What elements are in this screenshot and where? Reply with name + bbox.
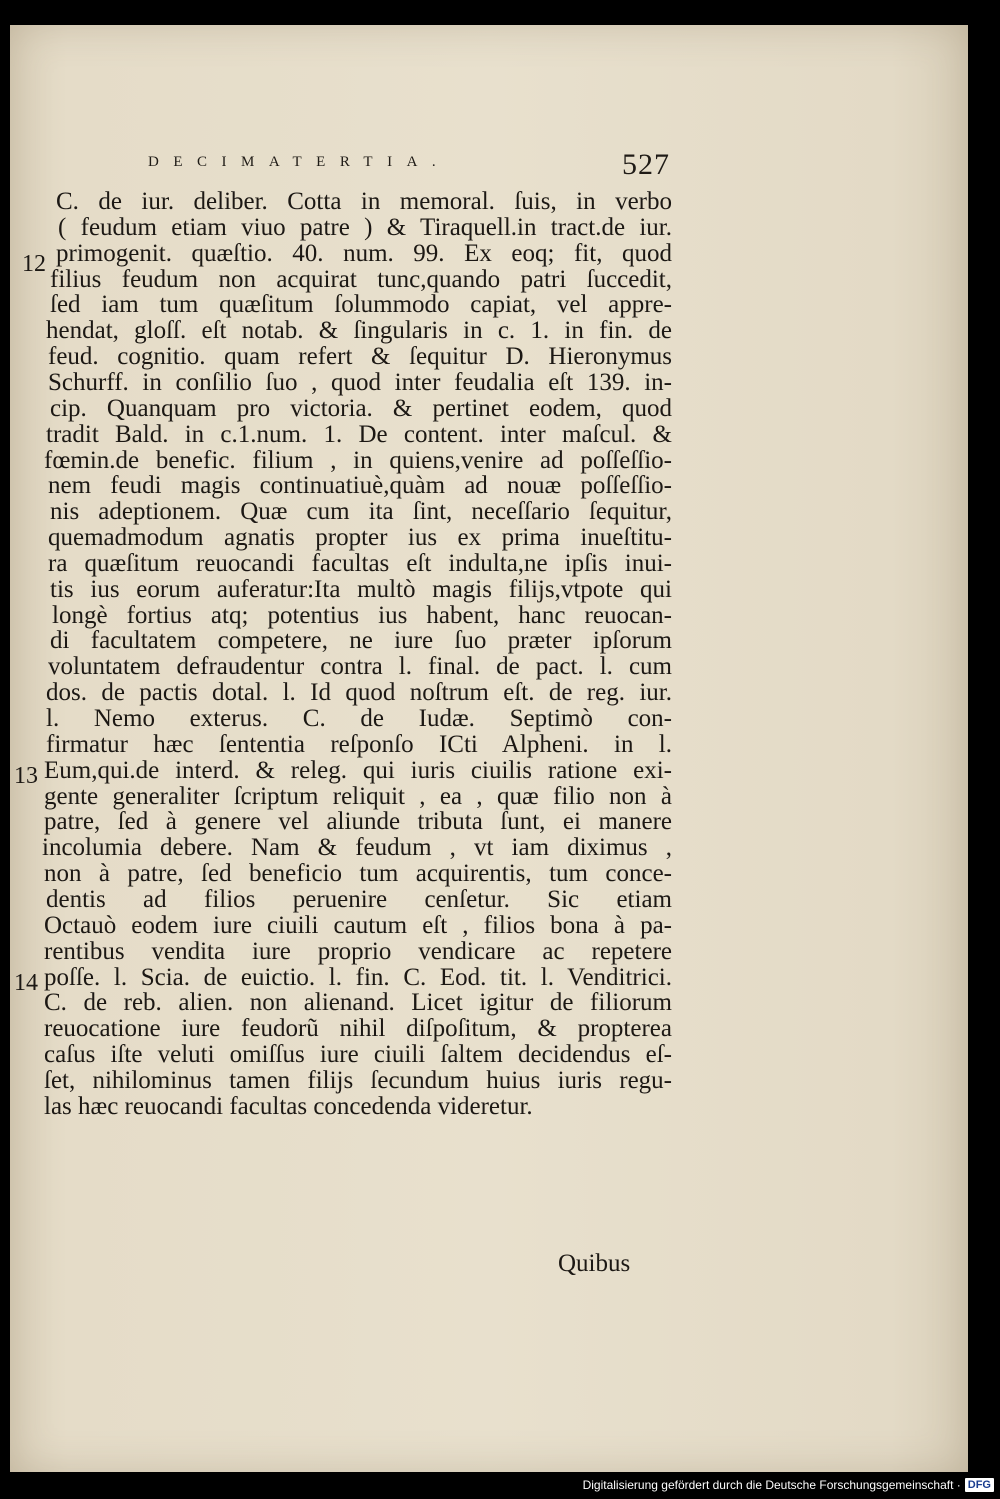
text-line: hendat, gloſſ. eſt notab. & ſingularis in c. 1. in fin. de [46,317,672,344]
text-line: firmatur hæc ſententia reſponſo ICti Alpheni. in l. [46,731,672,758]
text-line: Schurff. in conſilio ſuo , quod inter feudalia eſt 139. in- [48,369,672,396]
catchword: Quibus [558,1250,631,1277]
text-line: dentis ad filios peruenire cenſetur. Sic etiam [46,886,672,913]
text-line: gente generaliter ſcriptum reliquit , ea , quæ filio non à [44,783,672,810]
text-line: C. de reb. alien. non alienand. Licet igitur de filiorum [44,989,672,1016]
text-line: nis adeptionem. Quæ cum ita ſint, neceſſario ſequitur, [50,498,672,525]
text-line: C. de iur. deliber. Cotta in memoral. ſuis, in verbo [56,188,672,215]
text-line: patre, ſed à genere vel aliunde tributa ſunt, ei manere [44,808,672,835]
text-line: non à patre, ſed beneficio tum acquirentis, tum conce- [44,860,672,887]
text-line: l. Nemo exterus. C. de Iudæ. Septimò con- [46,705,672,732]
margin-note-12: 12 [22,251,46,277]
margin-note-14: 14 [14,970,38,996]
text-line: ſed iam tum quæſitum ſolummodo capiat, vel appre- [50,291,672,318]
text-line: quemadmodum agnatis propter ius ex prima inueſtitu- [48,524,672,551]
text-line: cip. Quanquam pro victoria. & pertinet eodem, quod [50,395,672,422]
running-head: DECIMATERTIA. [148,154,451,170]
text-line: feud. cognitio. quam refert & ſequitur D. Hieronymus [48,343,672,370]
text-line: ſet, nihilominus tamen filijs ſecundum huius iuris regu- [44,1067,672,1094]
text-line: rentibus vendita iure proprio vendicare ac repetere [44,938,672,965]
text-line: voluntatem defraudentur contra l. final. de pact. l. cum [48,653,672,680]
text-line: tradit Bald. in c.1.num. 1. De content. inter maſcul. & [46,421,672,448]
page-number: 527 [622,148,670,181]
margin-note-13: 13 [14,763,38,789]
text-line: tis ius eorum auferatur:Ita multò magis filijs,vtpote qui [50,576,672,603]
text-line: fœmin.de benefic. filium , in quiens,venire ad poſſeſſio- [44,447,672,474]
text-line: Eum,qui.de interd. & releg. qui iuris ciuilis ratione exi- [44,757,672,784]
text-line: di facultatem competere, ne iure ſuo præter ipſorum [50,627,672,654]
text-line: incolumia debere. Nam & feudum , vt iam diximus , [42,834,672,861]
text-line: primogenit. quæſtio. 40. num. 99. Ex eoq; fit, quod [56,240,672,267]
text-line: dos. de pactis dotal. l. Id quod noſtrum eſt. de reg. iur. [46,679,672,706]
text-line: ra quæſitum reuocandi facultas eſt indulta,ne ipſis inui- [48,550,672,577]
text-line: longè fortius atq; potentius ius habent, hanc reuocan- [52,602,672,629]
text-line: ( feudum etiam viuo patre ) & Tiraquell.in tract.de iur. [58,214,672,241]
text-line: Octauò eodem iure ciuili cautum eſt , filios bona à pa- [44,912,672,939]
dfg-logo: DFG [965,1478,994,1492]
text-line: filius feudum non acquirat tunc,quando patri ſuccedit, [50,266,672,293]
text-line: poſſe. l. Scia. de euictio. l. fin. C. Eod. tit. l. Venditrici. [44,964,672,991]
text-line: caſus iſte veluti omiſſus iure ciuili ſaltem decidendus eſ- [44,1041,672,1068]
text-line: las hæc reuocandi facultas concedenda videretur. [44,1093,533,1120]
text-line: reuocatione iure feudorũ nihil diſpoſitum, & propterea [44,1015,672,1042]
text-line: nem feudi magis continuatiuè,quàm ad nouæ poſſeſſio- [48,472,672,499]
footer-bar [583,1471,1000,1499]
footer-credit: Digitalisierung gefördert durch die Deutsche Forschungsgemeinschaft · [582,1478,961,1492]
